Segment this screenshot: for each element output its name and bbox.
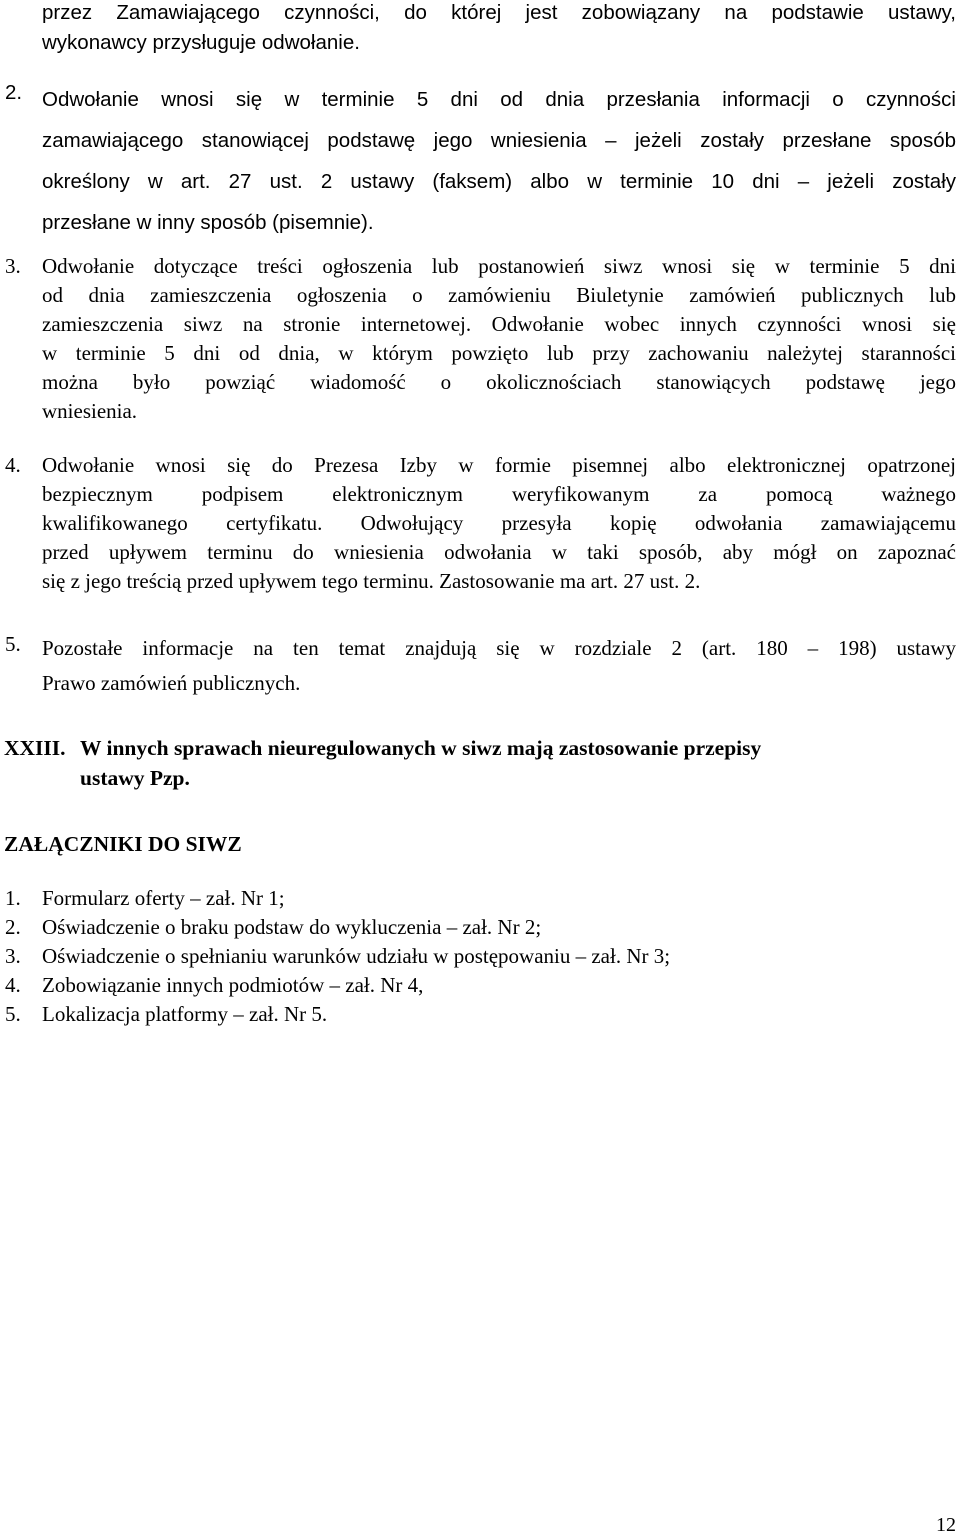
attachment-number: 4. [5, 973, 21, 997]
intro-paragraph [42, 0, 956, 58]
text-line: wykonawcy przysługuje odwołanie. [42, 31, 360, 54]
text-line: bezpiecznym podpisem elektronicznym weryfikowanym za pomocą ważnego [42, 482, 956, 506]
attachment-number: 2. [5, 915, 21, 939]
text-line: Odwołanie dotyczące treści ogłoszenia lub postanowień siwz wnosi się w terminie 5 dni [42, 254, 956, 278]
item-4-paragraph [42, 451, 956, 596]
attachment-item [5, 946, 670, 967]
attachment-number: 5. [5, 1002, 21, 1026]
text-line: Prawo zamówień publicznych. [42, 671, 301, 695]
text-line: przez Zamawiającego czynności, do której jest zobowiązany na podstawie ustawy, [42, 1, 956, 24]
text-line: wniesienia. [42, 399, 138, 423]
item-2-paragraph [42, 79, 956, 243]
attachments-heading: ZAŁĄCZNIKI DO SIWZ [4, 832, 242, 856]
text-line: się z jego treścią przed upływem tego terminu. Zastosowanie ma art. 27 ust. 2. [42, 569, 701, 593]
text-line: przesłane w inny sposób (pisemnie). [42, 211, 374, 234]
text-line: przed upływem terminu do wniesienia odwołania w taki sposób, aby mógł on zapoznać [42, 540, 956, 564]
attachment-item [5, 1004, 327, 1025]
text-line: Odwołanie wnosi się w terminie 5 dni od dnia przesłania informacji o czynności [42, 88, 956, 111]
text-line: określony w art. 27 ust. 2 ustawy (faksem) albo w terminie 10 dni – jeżeli zostały [42, 170, 956, 193]
attachment-item [5, 917, 541, 938]
item-number: 4. [5, 453, 21, 477]
text-line: w terminie 5 dni od dnia, w którym powzięto lub przy zachowaniu należytej staranności [42, 341, 956, 365]
text-line: Odwołanie wnosi się do Prezesa Izby w formie pisemnej albo elektronicznej opatrzonej [42, 453, 956, 477]
attachment-item [5, 975, 423, 996]
item-3-paragraph [42, 252, 956, 426]
section-title-line: W innych sprawach nieuregulowanych w siwz mają zastosowanie przepisy [80, 736, 762, 760]
item-number: 2. [5, 81, 23, 104]
text-line: kwalifikowanego certyfikatu. Odwołujący przesyła kopię odwołania zamawiającemu [42, 511, 956, 535]
text-line: zamieszczenia siwz na stronie internetowej. Odwołanie wobec innych czynności wnosi się [42, 312, 956, 336]
attachment-text: Oświadczenie o spełnianiu warunków udziału w postępowaniu – zał. Nr 3; [42, 944, 671, 968]
attachment-text: Oświadczenie o braku podstaw do wykluczenia – zał. Nr 2; [42, 915, 542, 939]
item-number: 3. [5, 254, 21, 278]
section-number: XXIII. [4, 736, 66, 760]
attachment-text: Formularz oferty – zał. Nr 1; [42, 886, 285, 910]
section-title-line: ustawy Pzp. [80, 766, 190, 790]
section-title [80, 733, 940, 793]
item-number: 5. [5, 632, 21, 656]
text-line: zamawiającego stanowiącej podstawę jego wniesienia – jeżeli zostały przesłane sposób [42, 129, 956, 152]
text-line: można było powziąć wiadomość o okolicznościach stanowiących podstawę jego [42, 370, 956, 394]
attachment-number: 1. [5, 886, 21, 910]
page-number: 12 [936, 1514, 956, 1536]
attachment-number: 3. [5, 944, 21, 968]
item-5-paragraph [42, 630, 956, 700]
attachment-text: Zobowiązanie innych podmiotów – zał. Nr 4, [42, 973, 424, 997]
attachment-item [5, 888, 285, 909]
text-line: od dnia zamieszczenia ogłoszenia o zamówieniu Biuletynie zamówień publicznych lub [42, 283, 956, 307]
attachment-text: Lokalizacja platformy – zał. Nr 5. [42, 1002, 328, 1026]
text-line: Pozostałe informacje na ten temat znajdują się w rozdziale 2 (art. 180 – 198) ustawy [42, 636, 956, 660]
